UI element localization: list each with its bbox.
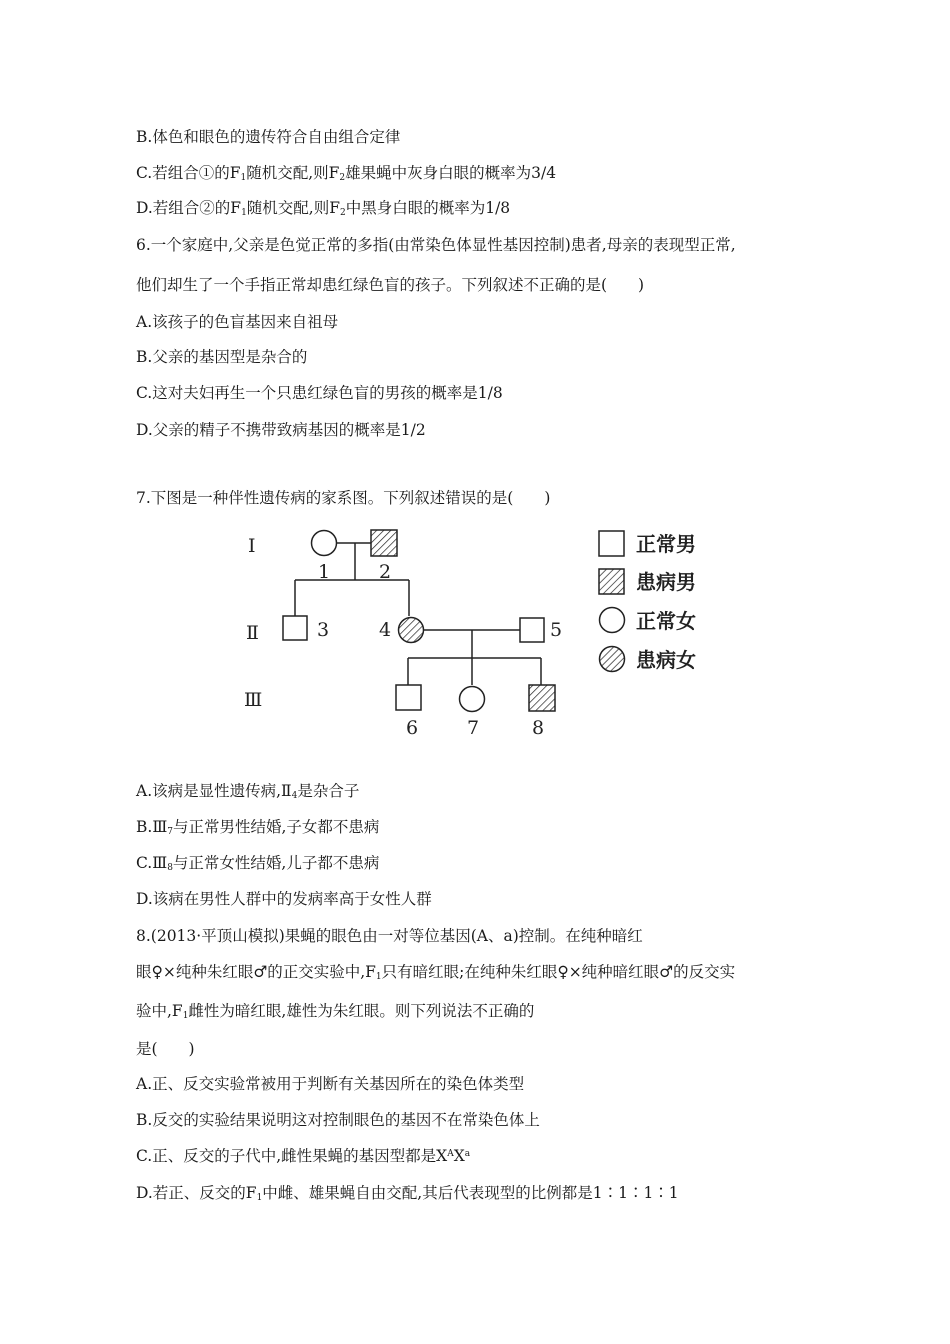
option-text: 与正常女性结婚,儿子都不患病: [172, 854, 380, 872]
option-text: 雄果蝇中灰身白眼的概率为3/4: [345, 164, 557, 182]
pedigree-chart: [240, 518, 720, 743]
legend-normal-male-label: 正常男: [636, 532, 696, 556]
individual-2-affected-male: [371, 530, 397, 556]
option-text: X: [453, 1147, 465, 1165]
option-text: 与正常男性结婚,子女都不患病: [173, 818, 380, 836]
q8-option-b: B.反交的实验结果说明这对控制眼色的基因不在常染色体上: [136, 1111, 540, 1129]
q8-stem-line-4: 是( ): [136, 1040, 195, 1058]
subscript: 1: [240, 173, 247, 183]
legend-affected-female-label: 患病女: [636, 648, 696, 672]
option-text: C.若组合①的F: [136, 164, 241, 182]
option-text: C.正、反交的子代中,雌性果蝇的基因型都是X: [136, 1147, 448, 1165]
q5-option-c: [136, 163, 556, 183]
q6-option-d: D.父亲的精子不携带致病基因的概率是1/2: [136, 421, 426, 439]
q6-option-a: A.该孩子的色盲基因来自祖母: [136, 313, 339, 331]
pedigree-lines: [295, 543, 541, 685]
option-text: 中雌、雄果蝇自由交配,其后代表现型的比例都是1∶1∶1∶1: [262, 1184, 679, 1202]
subscript: 1: [375, 972, 382, 982]
individual-number-2: 2: [379, 561, 392, 583]
subscript: 8: [167, 863, 173, 873]
legend-normal-female-label: 正常女: [636, 609, 696, 633]
option-text: B.体色和眼色的遗传符合自由组合定律: [136, 128, 401, 146]
q8-option-a: A.正、反交实验常被用于判断有关基因所在的染色体类型: [136, 1075, 525, 1093]
q8-stem-line-1: 8.(2013·平顶山模拟)果蝇的眼色由一对等位基因(A、a)控制。在纯种暗红: [136, 927, 643, 945]
subscript: 1: [241, 208, 247, 218]
subscript: 7: [167, 827, 173, 837]
superscript: a: [464, 1149, 471, 1159]
individual-number-4: 4: [379, 619, 392, 641]
individual-5-normal-male: [520, 618, 544, 642]
q6-option-c: C.这对夫妇再生一个只患红绿色盲的男孩的概率是1/8: [136, 384, 503, 402]
option-text: 随机交配,则F: [246, 199, 340, 217]
generation-label-3: Ⅲ: [244, 689, 263, 711]
subscript: 2: [339, 173, 346, 183]
legend-affected-female-symbol: [600, 647, 625, 672]
q6-option-b: B.父亲的基因型是杂合的: [136, 348, 308, 366]
q5-option-b: [136, 127, 400, 147]
individual-number-7: 7: [467, 717, 480, 739]
subscript: 2: [339, 208, 346, 218]
q6-stem-line-1: 6.一个家庭中,父亲是色觉正常的多指(由常染色体显性基因控制)患者,母亲的表现型正常,: [136, 236, 736, 254]
individual-1-normal-female: [312, 531, 337, 556]
individual-6-normal-male: [396, 685, 421, 710]
q8-stem-line-2: [136, 962, 735, 982]
individual-number-6: 6: [406, 717, 419, 739]
individual-number-1: 1: [318, 561, 331, 583]
option-text: D.若组合②的F: [136, 199, 242, 217]
option-text: 是杂合子: [297, 782, 360, 800]
subscript: 1: [256, 1193, 263, 1203]
q5-option-d: [136, 198, 510, 218]
subscript: 1: [182, 1011, 189, 1021]
legend-normal-female-symbol: [600, 608, 625, 633]
legend-affected-male-symbol: [599, 569, 624, 594]
stem-text: 只有暗红眼;在纯种朱红眼♀×纯种暗红眼♂的反交实: [381, 963, 736, 981]
option-text: A.该病是显性遗传病,Ⅱ: [136, 782, 292, 800]
legend-normal-male-symbol: [599, 531, 624, 556]
option-text: B.Ⅲ: [136, 818, 168, 836]
q8-option-c: [136, 1146, 470, 1166]
superscript: A: [447, 1149, 454, 1159]
q8-option-d: [136, 1183, 679, 1203]
stem-text: 眼♀×纯种朱红眼♂的正交实验中,F: [136, 963, 376, 981]
individual-number-5: 5: [550, 619, 563, 641]
subscript: 4: [291, 791, 298, 801]
generation-label-1: Ⅰ: [248, 535, 256, 557]
q7-option-d: D.该病在男性人群中的发病率高于女性人群: [136, 890, 432, 908]
legend: [599, 531, 625, 672]
q8-stem-line-3: [136, 1001, 534, 1021]
q6-stem-line-2: 他们却生了一个手指正常却患红绿色盲的孩子。下列叙述不正确的是( ): [136, 276, 645, 294]
q7-option-a: [136, 781, 359, 801]
individual-number-3: 3: [317, 619, 330, 641]
option-text: D.若正、反交的F: [136, 1184, 257, 1202]
q7-option-c: [136, 853, 379, 873]
q7-stem: 7.下图是一种伴性遗传病的家系图。下列叙述错误的是( ): [136, 489, 551, 507]
individual-number-8: 8: [532, 717, 545, 739]
individual-8-affected-male: [529, 685, 555, 711]
individual-4-affected-female: [399, 618, 424, 643]
q7-option-b: [136, 817, 379, 837]
stem-text: 雌性为暗红眼,雄性为朱红眼。则下列说法不正确的: [188, 1002, 535, 1020]
individual-7-normal-female: [460, 687, 485, 712]
option-text: 随机交配,则F: [246, 164, 340, 182]
generation-label-2: Ⅱ: [246, 622, 259, 644]
option-text: 中黑身白眼的概率为1/8: [345, 199, 511, 217]
individual-3-normal-male: [283, 616, 307, 640]
stem-text: 验中,F: [136, 1002, 183, 1020]
legend-affected-male-label: 患病男: [636, 570, 696, 594]
option-text: C.Ⅲ: [136, 854, 168, 872]
